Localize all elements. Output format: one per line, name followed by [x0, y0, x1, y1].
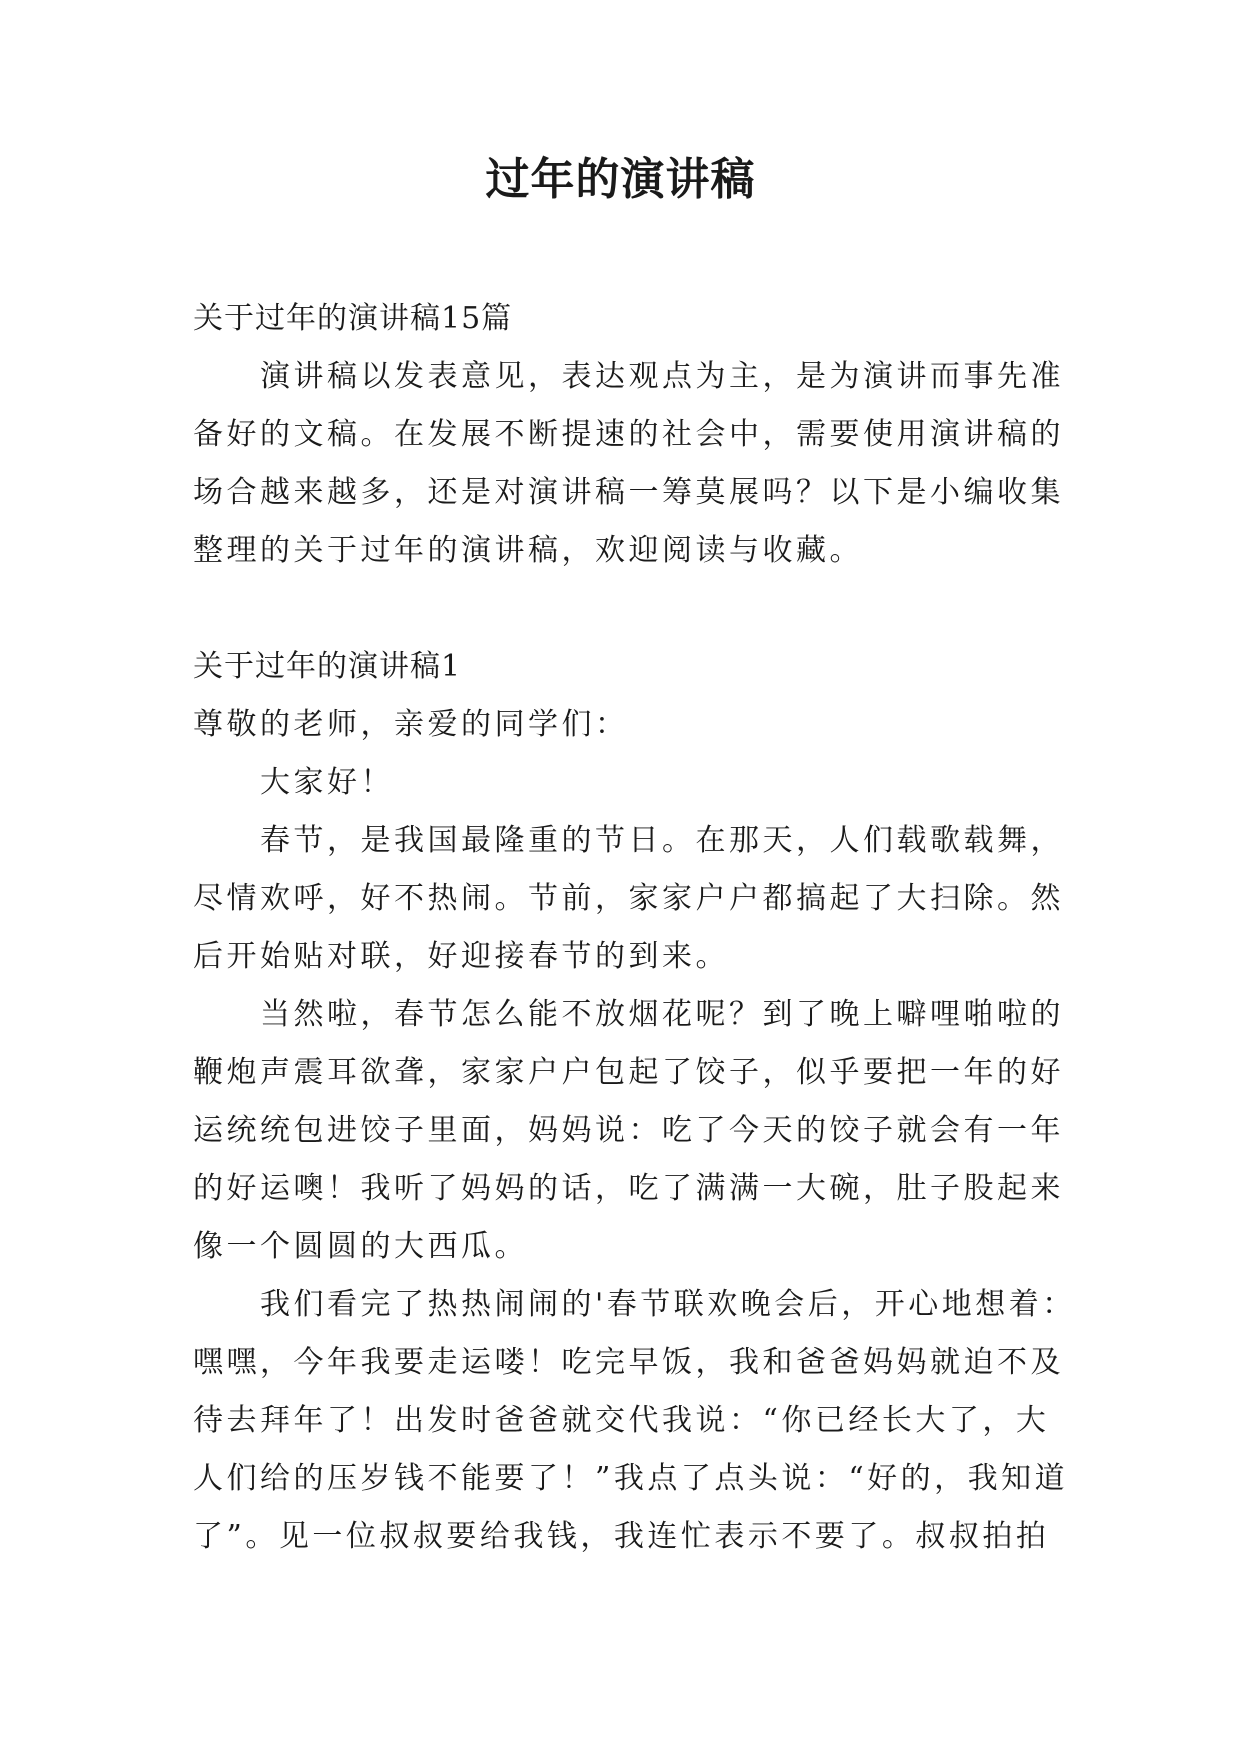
paragraph-gap	[193, 580, 1063, 638]
intro-line: 场合越来越多，还是对演讲稿一筹莫展吗？以下是小编收集	[193, 475, 1064, 510]
section-heading: 关于过年的演讲稿1	[193, 649, 462, 684]
intro-line: 演讲稿以发表意见，表达观点为主，是为演讲而事先准	[193, 359, 1064, 394]
document-title: 过年的演讲稿	[485, 154, 756, 205]
paragraph-line: 鞭炮声震耳欲聋，家家户户包起了饺子，似乎要把一年的好	[193, 1055, 1064, 1090]
paragraph-line: 运统统包进饺子里面，妈妈说：吃了今天的饺子就会有一年	[193, 1113, 1064, 1148]
paragraph-line: 我们看完了热热闹闹的'春节联欢晚会后，开心地想着：	[193, 1287, 1076, 1322]
paragraph-line: 待去拜年了！出发时爸爸就交代我说：“你已经长大了，大	[193, 1403, 1050, 1438]
greeting: 大家好！	[193, 765, 394, 800]
document-body	[193, 290, 1076, 1566]
paragraph-line: 的好运噢！我听了妈妈的话，吃了满满一大碗，肚子股起来	[193, 1171, 1064, 1206]
paragraph-line: 春节，是我国最隆重的节日。在那天，人们载歌载舞，	[193, 823, 1064, 858]
intro-line: 备好的文稿。在发展不断提速的社会中，需要使用演讲稿的	[193, 417, 1064, 452]
paragraph-line: 像一个圆圆的大西瓜。	[193, 1229, 528, 1264]
paragraph-line: 后开始贴对联，好迎接春节的到来。	[193, 939, 729, 974]
collection-heading: 关于过年的演讲稿15篇	[193, 301, 513, 336]
paragraph-line: 尽情欢呼，好不热闹。节前，家家户户都搞起了大扫除。然	[193, 881, 1064, 916]
paragraph-line: 了”。见一位叔叔要给我钱，我连忙表示不要了。叔叔拍拍	[193, 1519, 1050, 1554]
salutation: 尊敬的老师，亲爱的同学们：	[193, 707, 629, 742]
paragraph-line: 嘿嘿，今年我要走运喽！吃完早饭，我和爸爸妈妈就迫不及	[193, 1345, 1064, 1380]
paragraph-line: 人们给的压岁钱不能要了！”我点了点头说：“好的，我知道	[193, 1461, 1069, 1496]
intro-line: 整理的关于过年的演讲稿，欢迎阅读与收藏。	[193, 533, 863, 568]
paragraph-line: 当然啦，春节怎么能不放烟花呢？到了晚上噼哩啪啦的	[193, 997, 1064, 1032]
